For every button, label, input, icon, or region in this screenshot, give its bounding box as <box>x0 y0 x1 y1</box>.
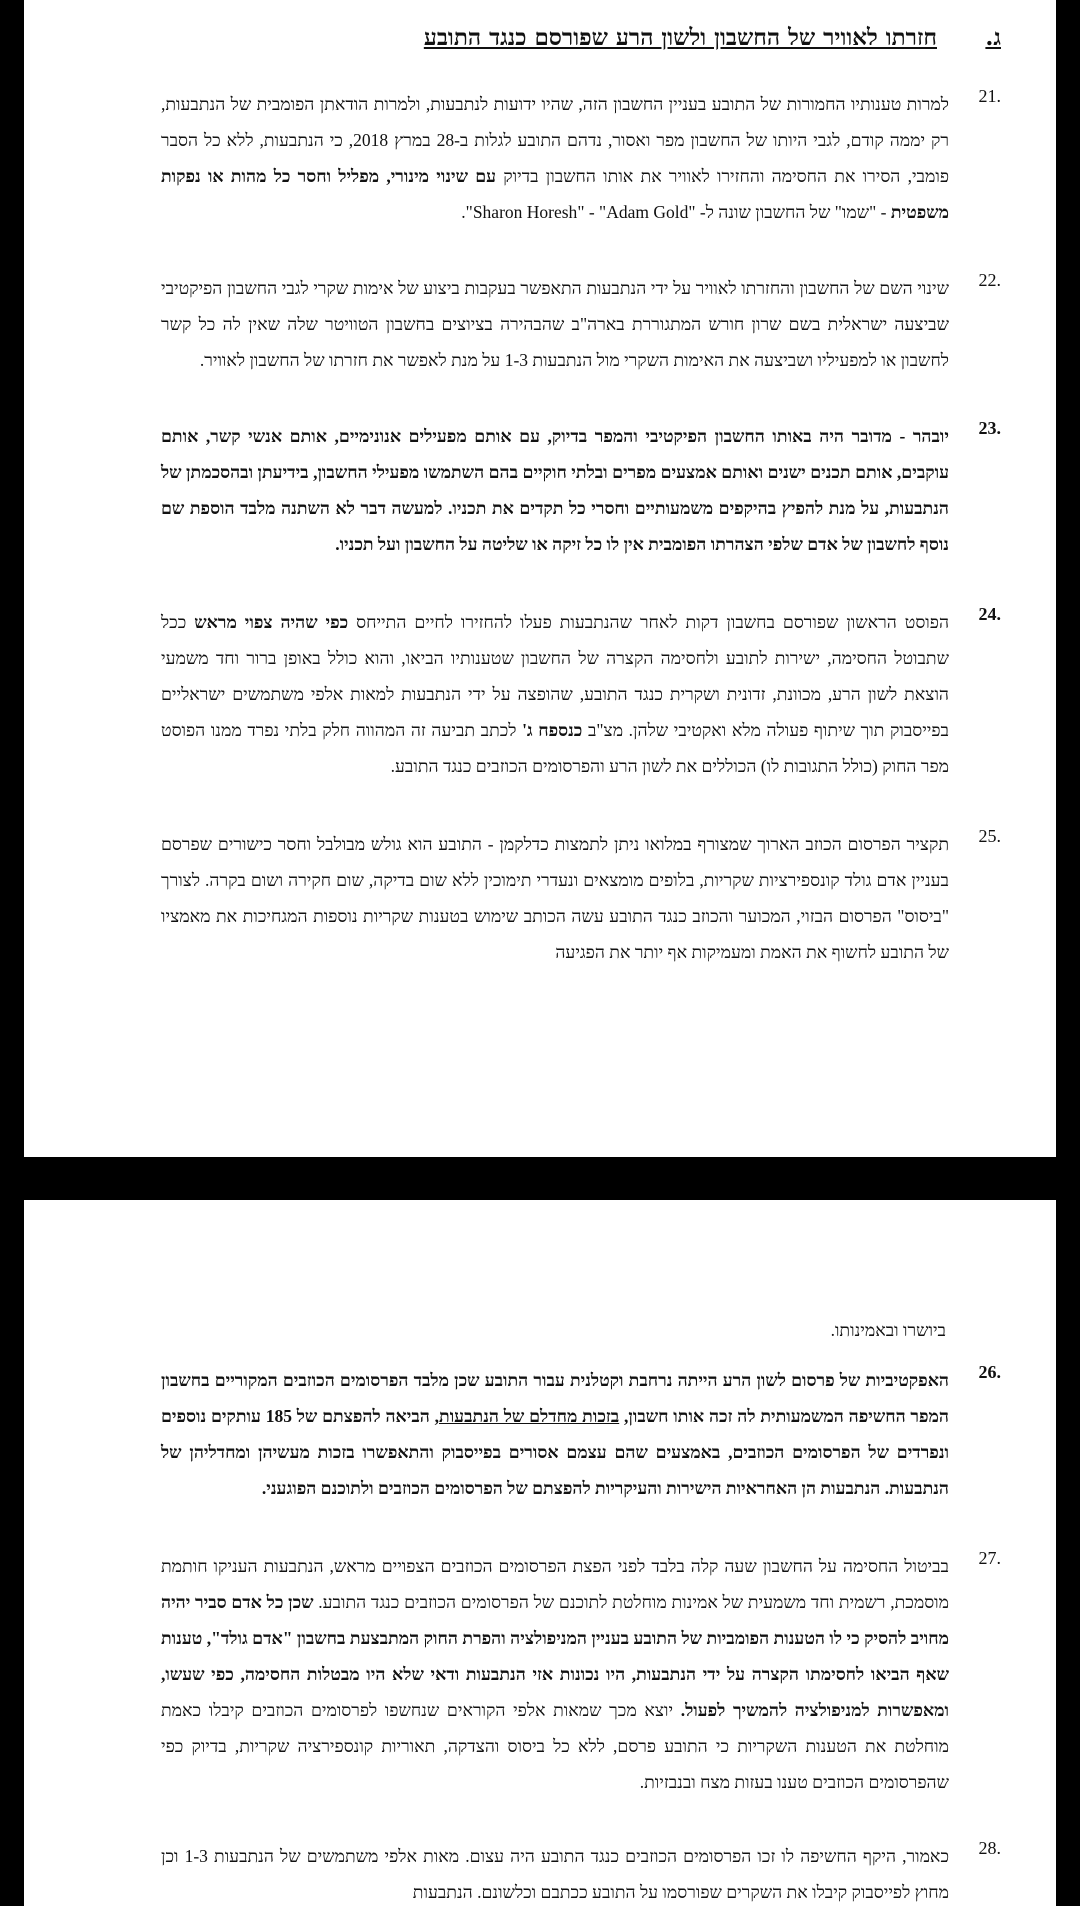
paragraph-number: 28. <box>978 1838 1001 1858</box>
paragraph-24 <box>161 604 1001 784</box>
paragraph-text: יובהר - מדובר היה באותו החשבון הפיקטיבי והמפר בדיוק, עם אותם מפעילים אנונימיים, אותם אנשי קשר, אותם עוקבים, אותם תכנים ישנים ואותם אמצעים מפרים ובלתי חוקיים בהם השתמשו מפעילי החשבון, בידיעתן ובהסכמתן של הנתבעות, על מנת להפיץ בהיקפים משמעותיים וחסרי כל תקדים את תכניו. למעשה דבר לא השתנה מלבד הוספת שם נוסף לחשבון של אדם שלפי הצהרתו הפומבית אין לו כל זיקה או שליטה על החשבון ועל תכניו. <box>161 426 949 554</box>
paragraph-21 <box>161 86 1001 230</box>
paragraph-26 <box>161 1362 1001 1506</box>
paragraph-27 <box>161 1548 1001 1800</box>
paragraph-number: 25. <box>978 826 1001 846</box>
document-page-1 <box>24 0 1056 1157</box>
paragraph-22 <box>161 270 1001 378</box>
paragraph-number: 26. <box>978 1362 1001 1382</box>
paragraph-25 <box>161 826 1001 970</box>
paragraph-text: למרות טענותיו החמורות של התובע בעניין החשבון הזה, שהיו ידועות לנתבעות, ולמרות הודאתן הפומבית של הנתבעות, רק יממה קודם, לגבי היותו של החשבון מפר ואסור, נדהם התובע לגלות ב-28 במרץ 2018, כי הנתבעות, ללא כל הסבר פומבי, הסירו את החסימה והחזירו לאוויר את אותו החשבון בדיוק עם שינוי מינורי, מפליל וחסר כל מהות או נפקות משפטית - "שמו" של החשבון שונה ל- "Sharon Horesh" - "Adam Gold". <box>161 94 949 222</box>
paragraph-number: 22. <box>978 270 1001 290</box>
paragraph-number: 23. <box>978 418 1001 438</box>
paragraph-text: האפקטיביות של פרסום לשון הרע הייתה נרחבת וקטלנית עבור התובע שכן מלבד הפרסומים הכוזבים המקוריים בחשבון המפר החשיפה המשמעותית לה זכה אותו חשבון, בזכות מחדלם של הנתבעות, הביאה להפצתם של 185 עותקים נוספים ונפרדים של הפרסומים הכוזבים, באמצעים שהם עצמם אסורים בפייסבוק והתאפשרו בזכות מעשיהן ומחדליהן של הנתבעות. הנתבעות הן האחראיות הישירות והעיקריות להפצתם של הפרסומים הכוזבים ולתוכנם הפוגעני. <box>161 1370 949 1498</box>
paragraph-number: 24. <box>978 604 1001 624</box>
paragraph-28 <box>161 1838 1001 1906</box>
section-title: חזרתו לאוויר של החשבון ולשון הרע שפורסם כנגד התובע <box>423 24 937 51</box>
section-letter: ג. <box>985 24 1001 51</box>
paragraph-23 <box>161 418 1001 562</box>
paragraph-text: כאמור, היקף החשיפה לו זכו הפרסומים הכוזבים כנגד התובע היה עצום. מאות אלפי משתמשים של הנתבעות 1-3 וכן מחוץ לפייסבוק קיבלו את השקרים שפורסמו על התובע ככתבם וכלשונם. הנתבעות <box>161 1846 949 1902</box>
paragraph-number: 27. <box>978 1548 1001 1568</box>
paragraph-text: בביטול החסימה על החשבון שעה קלה בלבד לפני הפצת הפרסומים הכוזבים הצפויים מראש, הנתבעות העניקו חותמת מוסמכת, רשמית וחד משמעית של אמינות מוחלטת לתוכנם של הפרסומים הכוזבים כנגד התובע. שכן כל אדם סביר יהיה מחויב להסיק כי לו הטענות הפומביות של התובע בעניין המניפולציה והפרת החוק המתבצעת בחשבון "אדם גולד", טענות שאף הביאו לחסימתו הקצרה על ידי הנתבעות, היו נכונות אזי הנתבעות ודאי שלא היו מבטלות החסימה, כפי שעשו, ומאפשרות למניפולציה להמשיך לפעול. יוצא מכך שמאות אלפי הקוראים שנחשפו לפרסומים הכוזבים קיבלו כאמת מוחלטת את הטענות השקריות כי התובע פרסם, ללא כל ביסוס והצדקה, תאוריות קונספירציה שקריות, בדיוק כפי שהפרסומים הכוזבים טענו בעזות מצח ובנבזיות. <box>161 1556 949 1792</box>
continued-text: ביושרו ובאמינותו. <box>830 1320 946 1340</box>
paragraph-number: 21. <box>978 86 1001 106</box>
document-page-2 <box>24 1200 1056 1906</box>
paragraph-text: שינוי השם של החשבון והחזרתו לאוויר על ידי הנתבעות התאפשר בעקבות ביצוע של אימות שקרי לגבי החשבון הפיקטיבי שביצעה ישראלית בשם שרון חורש המתגוררת בארה"ב שהבהירה בציוצים בחשבון הטוויטר שלה שאין לה כל קשר לחשבון או למפעיליו ושביצעה את האימות השקרי מול הנתבעות 1-3 על מנת לאפשר את חזרתו של החשבון לאוויר. <box>161 278 949 370</box>
paragraph-text: הפוסט הראשון שפורסם בחשבון דקות לאחר שהנתבעות פעלו להחזירו לחיים התייחס כפי שהיה צפוי מראש ככל שתבוטל החסימה, ישירות לתובע ולחסימה הקצרה של החשבון שטענותיו הביאו, והוא כולל באופן ברור וחד משמעי הוצאת לשון הרע, מכוונת, זדונית ושקרית כנגד התובע, שהופצה על ידי הנתבעות למאות אלפי משתמשים ישראליים בפייסבוק תוך שיתוף פעולה מלא ואקטיבי שלהן. מצ"ב כנספח ג' לכתב תביעה זה המהווה חלק בלתי נפרד ממנו הפוסט מפר החוק (כולל התגובות לו) הכוללים את לשון הרע והפרסומים הכוזבים כנגד התובע. <box>161 612 950 776</box>
paragraph-text: תקציר הפרסום הכוזב הארוך שמצורף במלואו ניתן לתמצות כדלקמן - התובע הוא גולש מבולבל וחסר כישורים שפרסם בעניין אדם גולד קונספירציות שקריות, בלופים מומצאים ונעדרי תימוכין ללא שום בדיקה, שום חקירה ושום בקרה. לצורך "ביסוס" הפרסום הבזוי, המכוער והכוזב כנגד התובע עשה הכותב שימוש בטענות שקריות נוספות המגחיכות את מאמציו של התובע לחשוף את האמת ומעמיקות אף יותר את הפגיעה <box>161 834 949 962</box>
